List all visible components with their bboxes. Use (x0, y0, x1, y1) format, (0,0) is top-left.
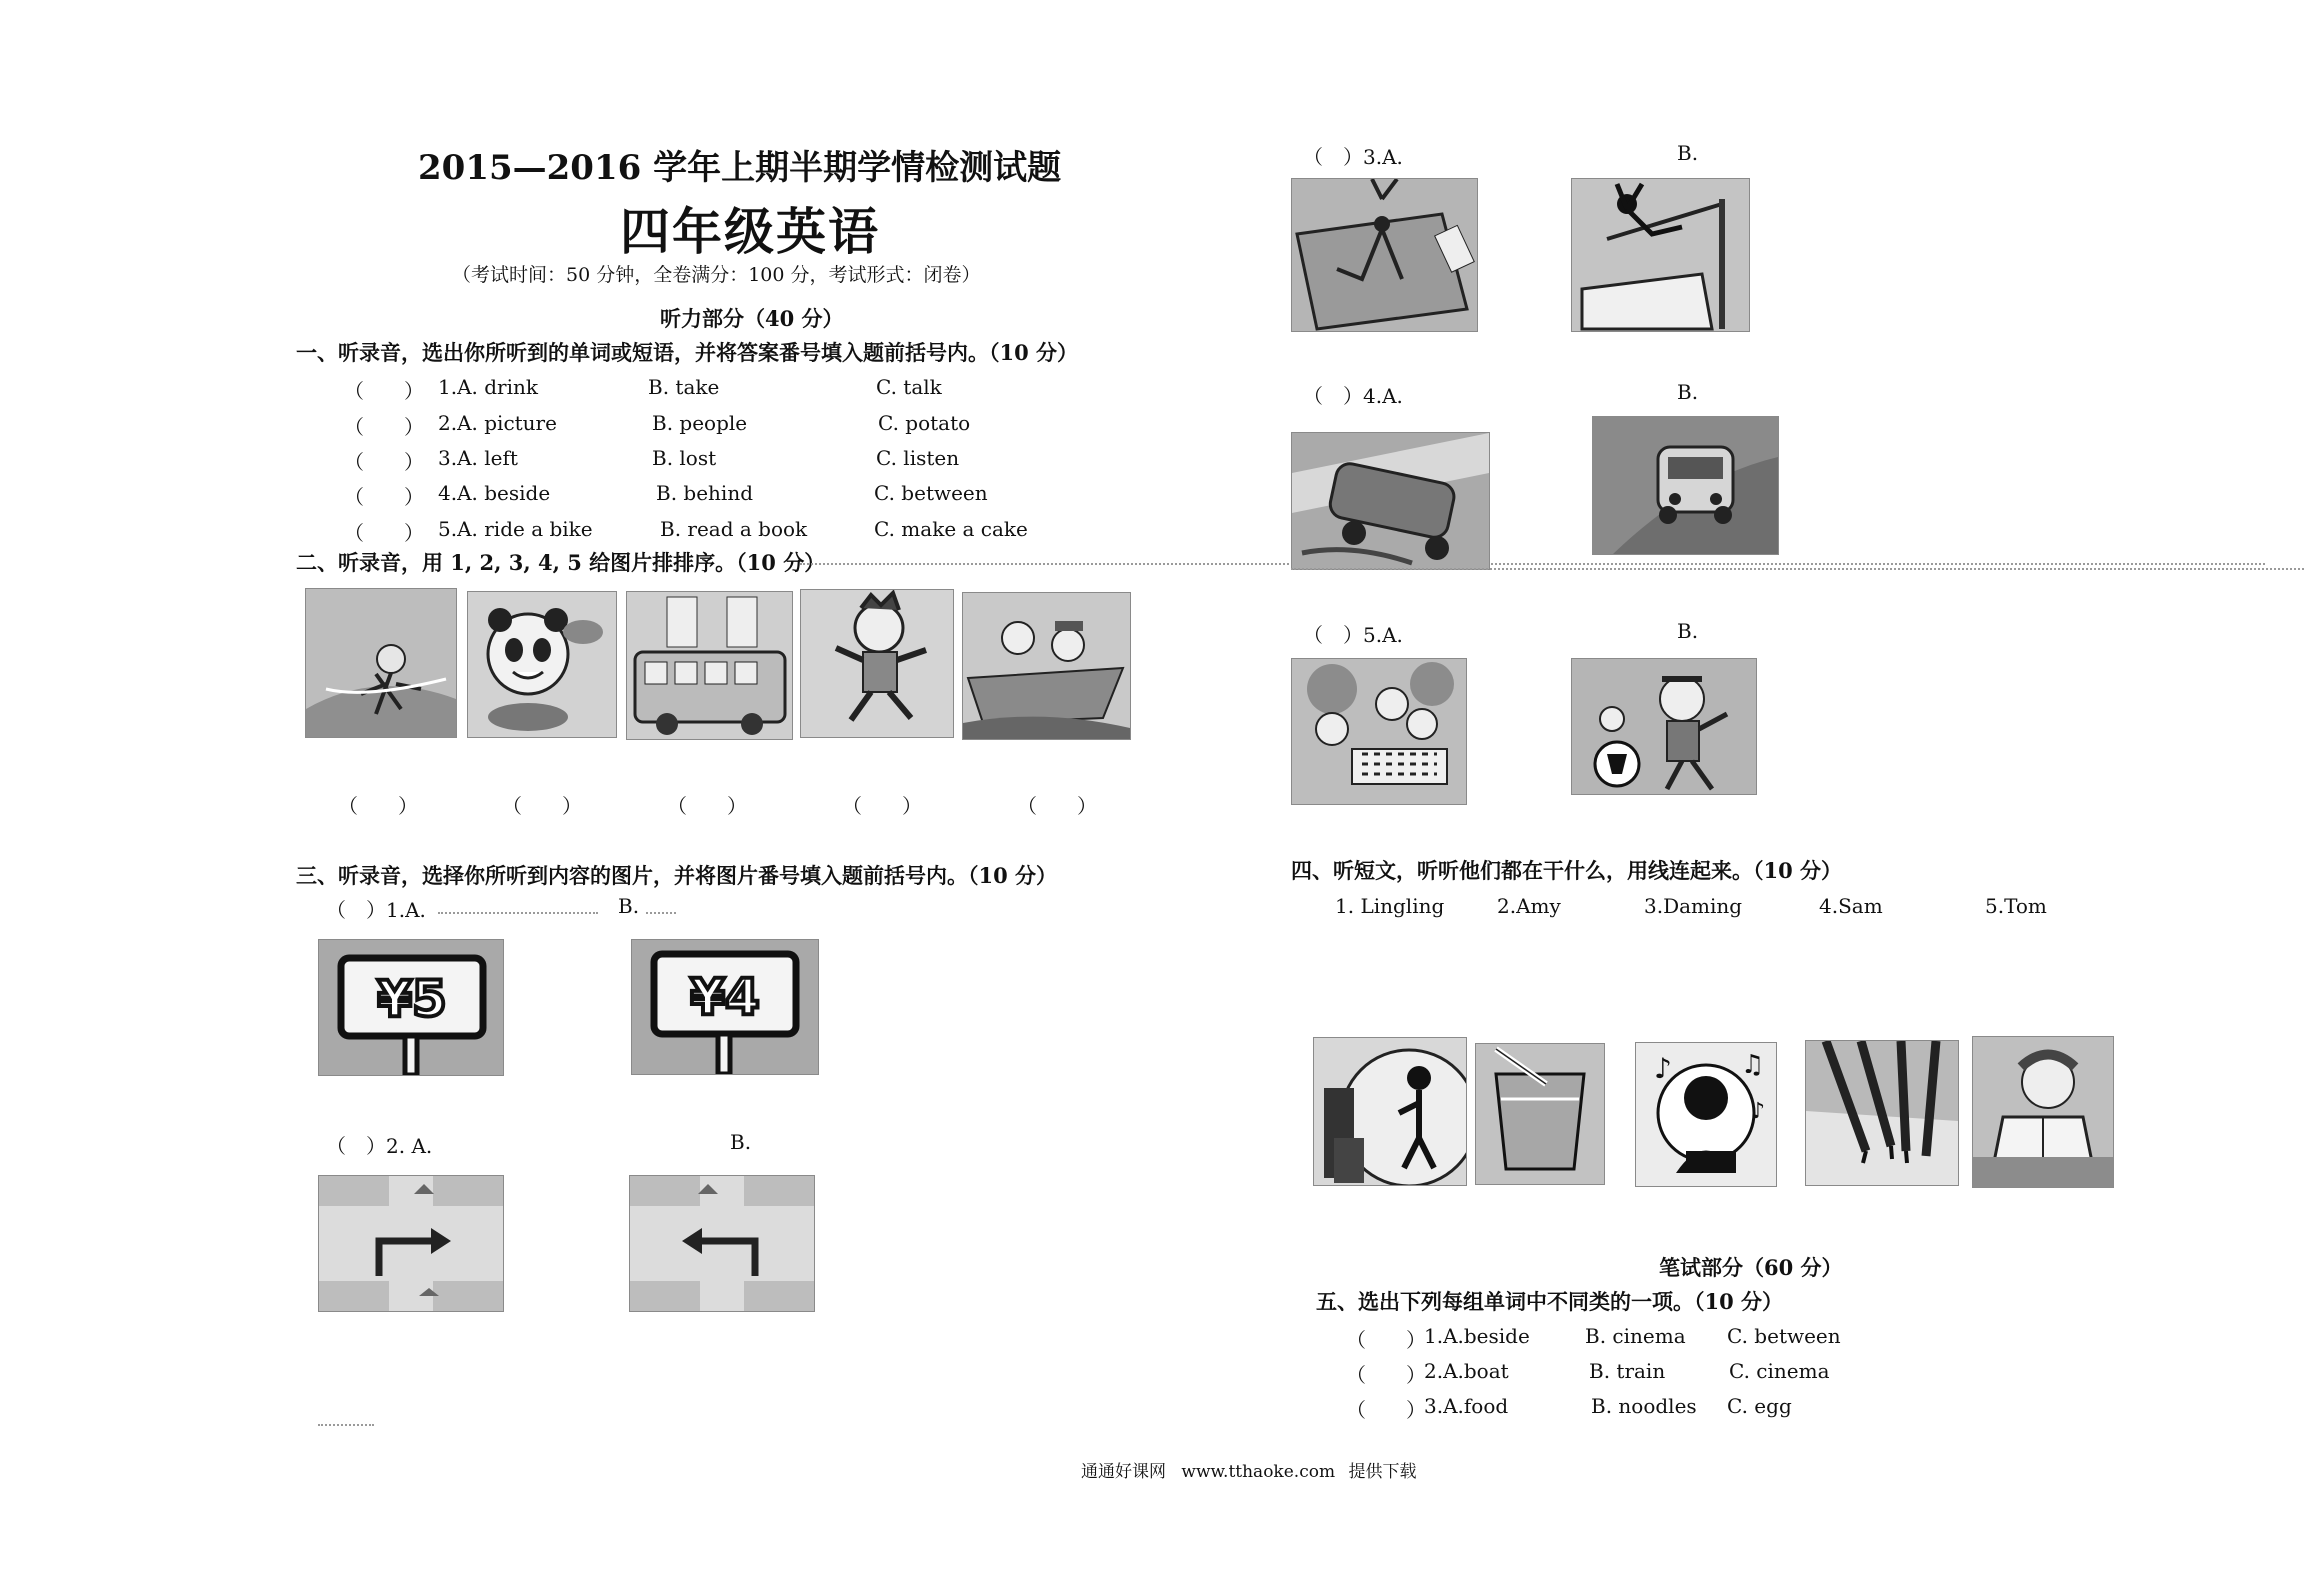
name-label: 4.Sam (1819, 894, 1883, 918)
footer (1081, 1457, 1416, 1482)
answer-paren[interactable]: （ ） (344, 415, 424, 439)
q5-option-b-label: B. (1677, 619, 1699, 643)
q1-label: （ ）1.A. (326, 898, 426, 922)
dotted-rule (318, 1424, 374, 1426)
name-label: 3.Daming (1644, 894, 1743, 918)
name-label: 2.Amy (1497, 894, 1561, 918)
option-b: B. people (652, 411, 748, 435)
answer-paren[interactable]: （ ） (344, 521, 424, 545)
listening-part-heading: 听力部分（40 分） (660, 306, 844, 331)
name-label: 1. Lingling (1335, 894, 1445, 918)
picture-chess (1291, 658, 1467, 805)
q3-label: （ ）3.A. (1303, 145, 1403, 169)
option-a: 1.A.beside (1424, 1324, 1530, 1348)
option-c: C. talk (876, 375, 942, 399)
picture-bus-road (1592, 416, 1779, 555)
written-part-heading: 笔试部分（60 分） (1659, 1255, 1843, 1280)
section-1-heading: 一、听录音，选出你所听到的单词或短语，并将答案番号填入题前括号内。（10 分） (296, 340, 1079, 365)
exam-info: （考试时间：50 分钟，全卷满分：100 分，考试形式：闭卷） (452, 264, 981, 286)
picture-race-finish (305, 588, 457, 738)
footer-site-name: 通通好课网 (1081, 1462, 1166, 1482)
name-label: 5.Tom (1985, 894, 2047, 918)
order-paren[interactable]: （ ） (1017, 794, 1097, 818)
order-paren[interactable]: （ ） (842, 794, 922, 818)
picture-reading-together (1313, 1037, 1467, 1186)
option-c: C. egg (1727, 1394, 1792, 1418)
option-a: 3.A. left (438, 446, 518, 470)
picture-car-road (1291, 432, 1490, 570)
picture-turn-right (318, 1175, 504, 1312)
picture-panda (467, 591, 617, 738)
q1-option-b-label: B. (618, 894, 640, 918)
dotted-rule (646, 912, 676, 914)
option-b: B. behind (656, 481, 754, 505)
dotted-rule (1291, 568, 2304, 570)
option-c: C. potato (878, 411, 971, 435)
svg-text:♫: ♫ (1741, 1050, 1765, 1080)
option-c: C. between (874, 481, 988, 505)
option-c: C. cinema (1729, 1359, 1830, 1383)
option-a: 4.A. beside (438, 481, 551, 505)
answer-paren[interactable]: （ ） (1346, 1328, 1426, 1352)
picture-listening-music (1635, 1042, 1777, 1187)
picture-price-sign-4 (631, 939, 819, 1075)
section-4-heading: 四、听短文，听听他们都在干什么，用线连起来。（10 分） (1291, 858, 1843, 883)
order-paren[interactable]: （ ） (667, 794, 747, 818)
q2-label: （ ）2. A. (326, 1134, 433, 1158)
answer-paren[interactable]: （ ） (1346, 1363, 1426, 1387)
option-b: B. read a book (660, 517, 808, 541)
picture-ant-high-jump (1571, 178, 1750, 332)
svg-text:♪: ♪ (1654, 1052, 1672, 1085)
q2-option-b-label: B. (730, 1130, 752, 1154)
picture-ant-long-jump (1291, 178, 1478, 332)
dotted-rule (800, 563, 2265, 565)
answer-paren[interactable]: （ ） (344, 379, 424, 403)
q4-option-b-label: B. (1677, 380, 1699, 404)
answer-paren[interactable]: （ ） (344, 450, 424, 474)
option-a: 5.A. ride a bike (438, 517, 593, 541)
svg-text:♪: ♪ (1751, 1099, 1766, 1124)
q3-option-b-label: B. (1677, 141, 1699, 165)
option-c: C. between (1727, 1324, 1841, 1348)
picture-price-sign-5 (318, 939, 504, 1076)
footer-url[interactable]: www.tthaoke.com (1181, 1462, 1336, 1482)
option-b: B. take (648, 375, 720, 399)
option-a: 2.A.boat (1424, 1359, 1509, 1383)
sign-text: ¥4 (690, 968, 760, 1026)
order-paren[interactable]: （ ） (502, 794, 582, 818)
option-a: 3.A.food (1424, 1394, 1509, 1418)
option-c: C. make a cake (874, 517, 1028, 541)
section-3-heading: 三、听录音，选择你所听到内容的图片，并将图片番号填入题前括号内。（10 分） (296, 863, 1058, 888)
picture-jumping-boy (800, 589, 954, 738)
picture-turn-left (629, 1175, 815, 1312)
dotted-rule (438, 912, 598, 914)
section-5-heading: 五、选出下列每组单词中不同类的一项。（10 分） (1316, 1289, 1784, 1314)
picture-bus (626, 591, 793, 740)
option-a: 1.A. drink (438, 375, 538, 399)
picture-reading-book (1972, 1036, 2114, 1188)
option-c: C. listen (876, 446, 960, 470)
q5-label: （ ）5.A. (1303, 623, 1403, 647)
option-b: B. cinema (1585, 1324, 1686, 1348)
option-a: 2.A. picture (438, 411, 557, 435)
picture-drinking-juice (1475, 1043, 1605, 1185)
picture-drawing (1805, 1040, 1959, 1186)
sign-text: ¥5 (377, 970, 447, 1028)
answer-paren[interactable]: （ ） (1346, 1398, 1426, 1422)
picture-boat (962, 592, 1131, 740)
option-b: B. lost (652, 446, 717, 470)
section-2-heading: 二、听录音，用 1, 2, 3, 4, 5 给图片排排序。（10 分） (296, 550, 826, 575)
order-paren[interactable]: （ ） (338, 794, 418, 818)
subject-title: 四年级英语 (620, 202, 880, 261)
option-b: B. noodles (1591, 1394, 1697, 1418)
picture-football (1571, 658, 1757, 795)
answer-paren[interactable]: （ ） (344, 485, 424, 509)
exam-title: 2015—2016 学年上期半期学情检测试题 (418, 148, 1062, 188)
option-b: B. train (1589, 1359, 1666, 1383)
footer-suffix: 提供下载 (1348, 1462, 1417, 1482)
q4-label: （ ）4.A. (1303, 384, 1403, 408)
